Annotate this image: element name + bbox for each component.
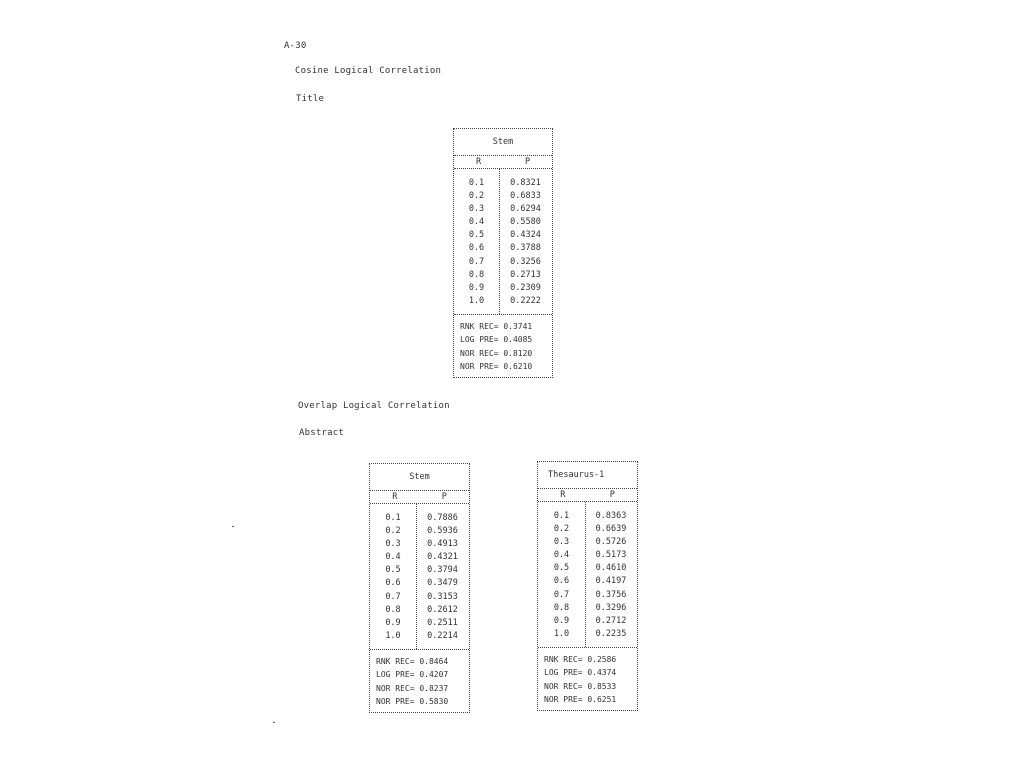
r-value: 0.4 bbox=[385, 552, 401, 563]
p-value: 0.2235 bbox=[595, 628, 627, 639]
footer-line: LOG PRE= 0.4085 bbox=[460, 335, 533, 345]
r-value: 0.6 bbox=[468, 243, 485, 254]
p-value: 0.4913 bbox=[427, 539, 458, 550]
col-header-p: P bbox=[441, 492, 447, 502]
scan-speck bbox=[273, 722, 275, 723]
p-value: 0.6639 bbox=[595, 524, 627, 535]
r-value: 0.5 bbox=[468, 230, 485, 241]
table-title: Stem bbox=[409, 472, 430, 482]
section2-subheading: Abstract bbox=[299, 428, 344, 438]
p-value: 0.2309 bbox=[510, 282, 541, 293]
r-value: 0.6 bbox=[553, 576, 570, 587]
p-value: 0.2511 bbox=[427, 617, 458, 628]
r-value: 0.1 bbox=[553, 511, 570, 521]
p-value: 0.5173 bbox=[595, 550, 627, 561]
page-id: A-30 bbox=[284, 41, 307, 51]
footer-line: LOG PRE= 0.4374 bbox=[544, 668, 617, 678]
p-value: 0.2612 bbox=[427, 604, 458, 615]
r-value: 1.0 bbox=[468, 295, 485, 306]
table-title: Stem bbox=[492, 137, 514, 147]
p-value: 0.3479 bbox=[427, 578, 458, 589]
r-value: 0.1 bbox=[385, 513, 401, 523]
p-value: 0.3153 bbox=[427, 591, 458, 602]
table-cosine-title-stem bbox=[453, 128, 553, 378]
r-value: 0.6 bbox=[385, 578, 401, 589]
p-value: 0.3794 bbox=[427, 565, 458, 576]
col-header-r: R bbox=[475, 157, 482, 167]
r-value: 0.9 bbox=[553, 615, 570, 626]
r-value: 0.8 bbox=[553, 602, 570, 613]
section2-heading: Overlap Logical Correlation bbox=[298, 401, 450, 411]
r-value: 0.3 bbox=[553, 537, 570, 548]
footer-line: NOR REC= 0.8533 bbox=[544, 681, 617, 691]
r-value: 0.9 bbox=[468, 282, 485, 293]
p-value: 0.4321 bbox=[427, 552, 458, 563]
p-value: 0.4197 bbox=[595, 576, 627, 587]
table-overlap-abstract-stem bbox=[369, 463, 470, 713]
p-value: 0.2222 bbox=[510, 295, 541, 306]
footer-line: NOR PRE= 0.6210 bbox=[460, 362, 533, 372]
p-value: 0.5936 bbox=[427, 526, 458, 537]
p-value: 0.8321 bbox=[510, 178, 541, 188]
footer-line: RNK REC= 0.2586 bbox=[544, 654, 617, 664]
p-value: 0.8363 bbox=[595, 511, 627, 521]
footer-line: LOG PRE= 0.4207 bbox=[376, 670, 449, 680]
p-value: 0.5580 bbox=[510, 217, 541, 228]
col-header-r: R bbox=[392, 492, 398, 502]
p-value: 0.5726 bbox=[595, 537, 627, 548]
p-value: 0.3256 bbox=[510, 256, 541, 267]
footer-line: RNK REC= 0.3741 bbox=[460, 321, 533, 331]
col-header-p: P bbox=[609, 490, 615, 500]
r-value: 1.0 bbox=[553, 628, 570, 639]
footer-line: NOR PRE= 0.5830 bbox=[376, 697, 449, 707]
footer-line: NOR PRE= 0.6251 bbox=[544, 695, 617, 705]
footer-line: NOR REC= 0.8120 bbox=[460, 348, 533, 358]
section1-subheading: Title bbox=[296, 94, 325, 104]
r-value: 0.8 bbox=[468, 269, 485, 280]
footer-line: RNK REC= 0.8464 bbox=[376, 656, 449, 666]
section1-heading: Cosine Logical Correlation bbox=[295, 66, 442, 76]
p-value: 0.7886 bbox=[427, 513, 458, 523]
r-value: 0.5 bbox=[385, 565, 401, 576]
r-value: 0.2 bbox=[553, 524, 570, 535]
r-value: 0.8 bbox=[385, 604, 401, 615]
r-value: 0.7 bbox=[468, 256, 485, 267]
p-value: 0.2712 bbox=[595, 615, 627, 626]
r-value: 0.5 bbox=[553, 563, 570, 574]
p-value: 0.4610 bbox=[595, 563, 627, 574]
r-value: 0.2 bbox=[385, 526, 401, 537]
col-header-p: P bbox=[524, 157, 531, 167]
r-value: 0.3 bbox=[385, 539, 401, 550]
scan-speck bbox=[232, 526, 234, 527]
r-value: 0.7 bbox=[385, 591, 401, 602]
p-value: 0.2214 bbox=[427, 630, 458, 641]
table-overlap-abstract-thesaurus bbox=[537, 461, 638, 711]
r-value: 0.9 bbox=[385, 617, 401, 628]
r-value: 1.0 bbox=[385, 630, 401, 641]
p-value: 0.3296 bbox=[595, 602, 627, 613]
table-title: Thesaurus-1 bbox=[548, 470, 605, 480]
col-header-r: R bbox=[560, 490, 566, 500]
r-value: 0.4 bbox=[553, 550, 570, 561]
r-value: 0.3 bbox=[468, 204, 485, 215]
r-value: 0.4 bbox=[468, 217, 485, 228]
p-value: 0.3756 bbox=[595, 589, 627, 600]
p-value: 0.6833 bbox=[510, 191, 541, 202]
r-value: 0.7 bbox=[553, 589, 570, 600]
p-value: 0.6294 bbox=[510, 204, 541, 215]
p-value: 0.2713 bbox=[510, 269, 541, 280]
p-value: 0.4324 bbox=[510, 230, 541, 241]
p-value: 0.3788 bbox=[510, 243, 541, 254]
r-value: 0.1 bbox=[468, 178, 485, 188]
r-value: 0.2 bbox=[468, 191, 485, 202]
footer-line: NOR REC= 0.8237 bbox=[376, 683, 449, 693]
